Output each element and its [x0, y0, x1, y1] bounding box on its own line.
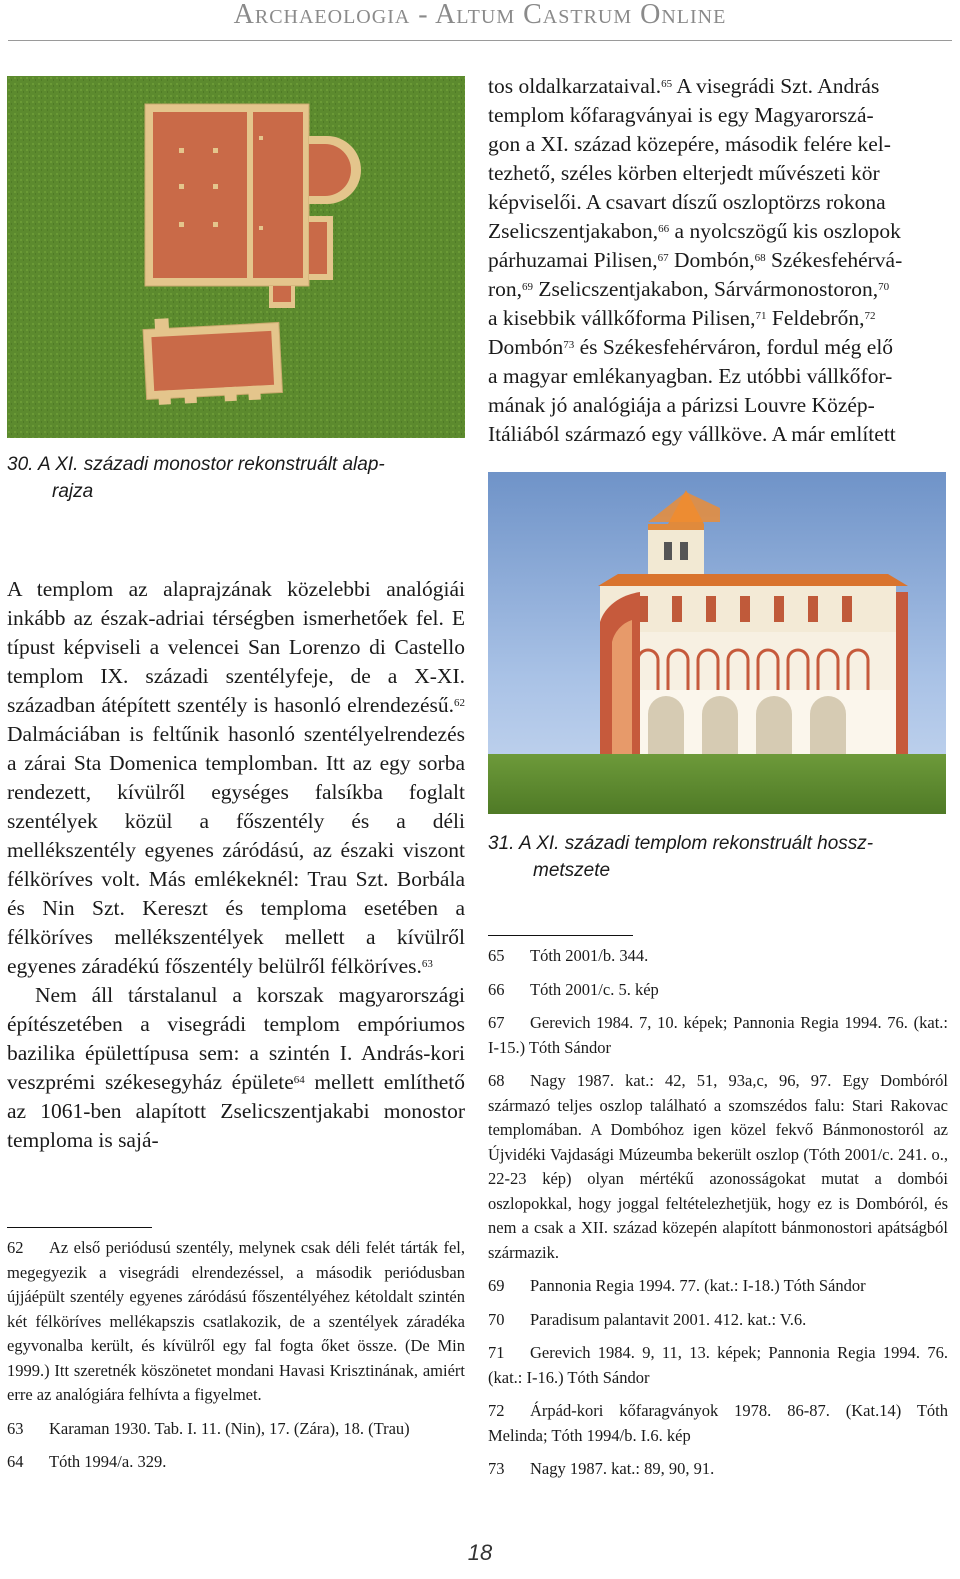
footnote-rule-right [488, 935, 633, 936]
footnote-63: 63 Karaman 1930. Tab. I. 11. (Nin), 17. (Zára), 18. (Trau) [7, 1418, 410, 1438]
page-number: 18 [467, 1540, 493, 1565]
footnote-73: 73 Nagy 1987. kat.: 89, 90, 91. [488, 1459, 715, 1478]
footnote-69: 69 Pannonia Regia 1994. 77. (kat.: I-18.) Tóth Sándor [488, 1276, 866, 1295]
footnote-62: 62 Az első periódusú szentély, melynek csak déli felét tárták fel, megegyezik a visegrádi elrendezéssel, a második periódusban újjáépült szentély egyenes záródású főszentélyéhez kétoldalt szintén két félköríves mellékapszis csatlakozik, de a szentélyek záradéka egyvonalba került, és kívülről egy fal fogta őket össze. (De Min 1999.) Itt szeretnék köszönetet mondani Havasi Krisztinának, amiért erre az analógiára felhívta a figyelmet. [7, 1238, 465, 1404]
header-rule [8, 40, 952, 41]
figure-31-church-section [488, 472, 946, 814]
footnotes-left [7, 1236, 465, 1484]
footnote-66: 66 Tóth 2001/c. 5. kép [488, 979, 659, 999]
paragraph-1: A templom az alaprajzának közelebbi analógiái inkább az észak-adriai térségben ismerhetőek fel. E típust képviseli a velencei San Lorenzo di Castello templom IX. századi szentélyfeje, de a X-XI. században átépített szentély is hasonló elrendezésű.$^{62}$ Dalmáciában is feltűnik hasonló szentélyelrendezés a zárai Sta Domenica templomban. Itt az egy sorba rendezett, kívülről egységes falsíkba foglalt szentélyek közül a főszentély és a déli mellékszentély egyenes záródású, az északi viszont félköríves volt. Más emlékeknél: Trau Szt. Borbála és Nin Szt. Kereszt és temploma esetében a félköríves mellékszentélyek mellett a kívülről egyenes záradékú főszentély belülről félköríves.$^{63}$ [7, 577, 465, 978]
figure-31-caption-line2: metszete [533, 860, 611, 881]
footnote-67: 67 Gerevich 1984. 7, 10. képek; Pannonia Regia 1994. 76. (kat.: I-15.) Tóth Sándor [488, 1013, 948, 1057]
footnote-64: 64 Tóth 1994/a. 329. [7, 1452, 167, 1471]
footnote-72: 72 Árpád-kori kőfaragványok 1978. 86-87. (Kat.14) Tóth Melinda; Tóth 1994/b. I.6. kép [488, 1401, 948, 1445]
footnote-65: 65 Tóth 2001/b. 344. [488, 946, 649, 965]
figure-30-caption [7, 451, 467, 505]
footnote-rule-left [7, 1227, 152, 1228]
running-header [0, 0, 960, 44]
right-column-text: tos oldalkarzataival.$^{65}$ A visegrádi Szt. András templom kőfaragványai is egy Magyarorszá- gon a XI. század közepére, második felére kel- tezhető, széles körben elterjedt művészeti kör képviselői. A csavart díszű oszloptörzs rokona Zselicszentjakabon,$^{66}$ a nyolcszögű kis oszlopok párhuzamai Pilisen,$^{67}$ Dombón,$^{68}$ Székesfehérvá- ron,$^{69}$ Zselicszentjakabon, Sárvármonostoron,$^{70}$ a kisebbik vállkőforma Pilisen,$^{71}$ Feldebrőn,$^{72}$ Dombón$^{73}$ és Székesfehérváron, fordul még elő a magyar emlékanyagban. Ez utóbbi vállkőfor- mának jó analógiája a párizsi Louvre Közép- Itáliából származó egy vállköve. A már említett [488, 74, 903, 446]
figure-30-caption-line2: rajza [52, 481, 94, 502]
footnotes-right [488, 944, 948, 1491]
left-column-text [7, 575, 465, 1155]
figure-30-floor-plan [7, 76, 465, 438]
figure-30-caption-line1: 30. A XI. századi monostor rekonstruált alap- [7, 454, 385, 475]
figure-31-caption [488, 830, 948, 884]
footnote-70: 70 Paradisum palantavit 2001. 412. kat.: V.6. [488, 1309, 807, 1329]
figure-31-caption-line1: 31. A XI. századi templom rekonstruált hossz- [488, 833, 874, 854]
journal-title: Archaeologia - Altum Castrum Online [233, 0, 727, 30]
footnote-71: 71 Gerevich 1984. 9, 11, 13. képek; Pannonia Regia 1994. 76. (kat.: I-16.) Tóth Sándor [488, 1343, 948, 1387]
footnote-68: 68 Nagy 1987. kat.: 42, 51, 93a,c, 96, 97. Egy Dombóról származó teljes oszlop található a szomszédos falu: Stari Rakovac templomában. A Dombóhoz igen közel fekvő Bánmonostoról az Újvidéki Vajdasági Múzeumba bekerült oszlop (Tóth 2001/c. 241. o., 22-23 kép) olyan mértékű azonosságokat mutat a dombói oszlopokkal, hogy joggal feltételezhetjük, hogy ez is Dombóról, és nem a csak a XII. század közepén alapított bánmonostori apátságból származik. [488, 1071, 948, 1262]
paragraph-2: Nem áll társtalanul a korszak magyarországi építészetében a visegrádi templom empóriumos bazilika épülettípusa sem: a szintén I. András-kori veszprémi székesegyház épülete$^{64}$ mellett említhető az 1061-ben alapított Zselicszentjakabi monostor temploma is sajá- [7, 983, 466, 1152]
